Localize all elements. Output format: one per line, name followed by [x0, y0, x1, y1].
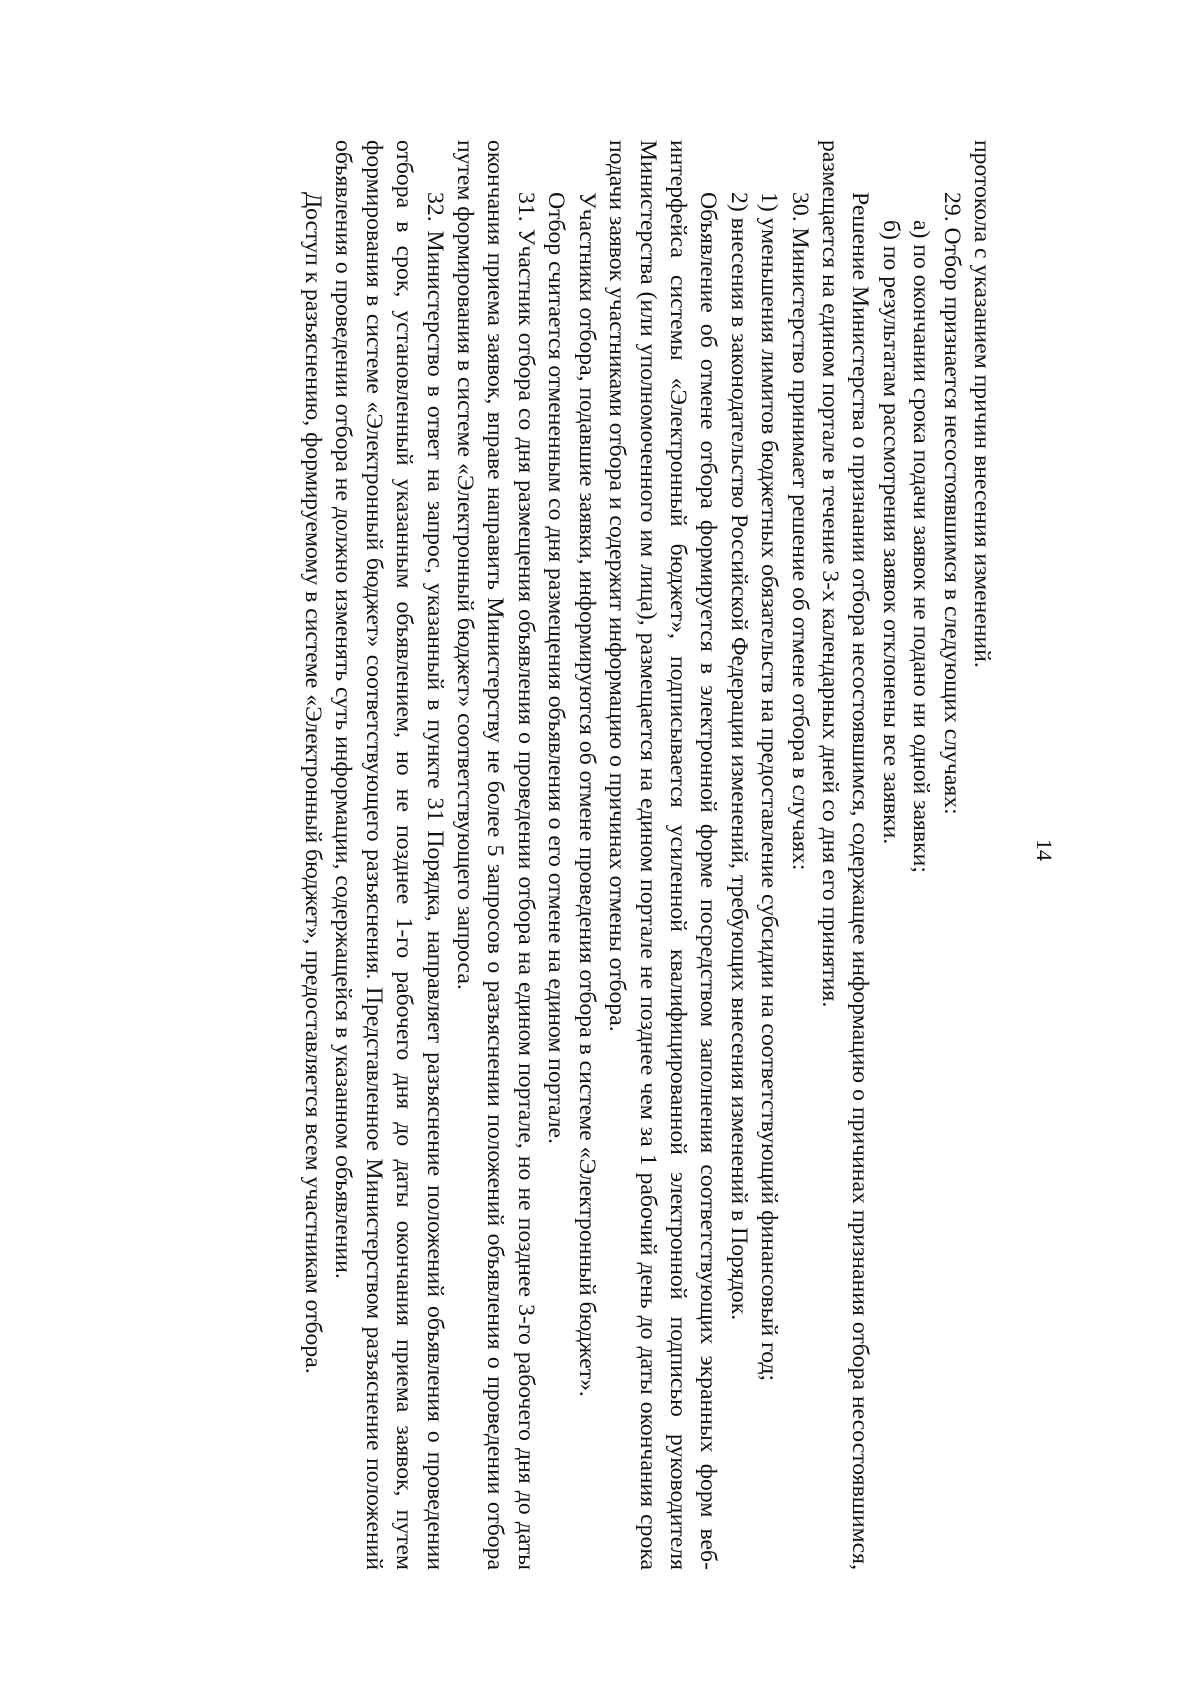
paragraph: 1) уменьшения лимитов бюджетных обязательств на предоставление субсидии на соответствующий финансовый год; [756, 192, 783, 1382]
paragraph: Объявление об отмене отбора формируется в электронной форме посредством заполнения соответствующих экранных форм веб-интерфейса системы «Электронный бюджет», подписывается усиленной квалифицированной электронной подписью руководителя Министерства (или уполномоченного им лица), размещается на едином портале не позднее чем за 1 рабочий день до даты окончания срока подачи заявок участниками отбора и содержит информацию о причинах отмены отбора. [604, 140, 722, 1570]
paragraph: 29. Отбор признается несостоявшимся в следующих случаях: [938, 192, 965, 815]
paragraph: Доступ к разъяснению, формируемому в системе «Электронный бюджет», предоставляется всем участникам отбора. [300, 192, 327, 1374]
paragraph: Участники отбора, подавшие заявки, информируются об отмене проведения отбора в системе «Электронный бюджет». [573, 192, 600, 1397]
page-number: 14 [1032, 839, 1057, 861]
paragraph: 30. Министерство принимает решение об отмене отбора в случаях: [786, 192, 813, 871]
document-page [95, 60, 1105, 1640]
paragraph: 32. Министерство в ответ на запрос, указанный в пункте 31 Порядка, направляет разъяснение положений объявления о проведении отбора в срок, установленный указанным объявлением, но не позднее 1-го рабочего дня до даты окончания приема заявок, путем формирования в системе «Электронный бюджет» соответствующего разъяснения. Представленное Министерством разъяснение положений объявления о проведении отбора не должно изменять суть информации, содержащейся в указанном объявлении. [330, 140, 448, 1570]
list-item: б) по результатам рассмотрения заявок отклонены все заявки. [877, 220, 904, 845]
list-item: а) по окончании срока подачи заявок не подано ни одной заявки; [908, 220, 935, 873]
paragraph: протокола с указанием причин внесения изменений. [969, 140, 995, 668]
document-body [298, 140, 997, 1570]
paragraph: 2) внесения в законодательство Российской Федерации изменений, требующих внесения изменений в Порядок. [725, 192, 752, 1321]
paragraph: Решение Министерства о признании отбора несостоявшимся, содержащее информацию о причинах признания отбора несостоявшимся, размещается на едином портале в течение 3-х календарных дней со дня его принятия. [816, 140, 874, 1570]
paragraph: Отбор считается отмененным со дня размещения объявления о его отмене на едином портале. [543, 192, 570, 1144]
paragraph: 31. Участник отбора со дня размещения объявления о проведении отбора на едином портале, но не позднее 3-го рабочего дня до даты окончания приема заявок, вправе направить Министерству не более 5 запросов о разъяснении положений объявления о проведении отбора путем формирования в системе «Электронный бюджет» соответствующего запроса. [452, 140, 539, 1570]
